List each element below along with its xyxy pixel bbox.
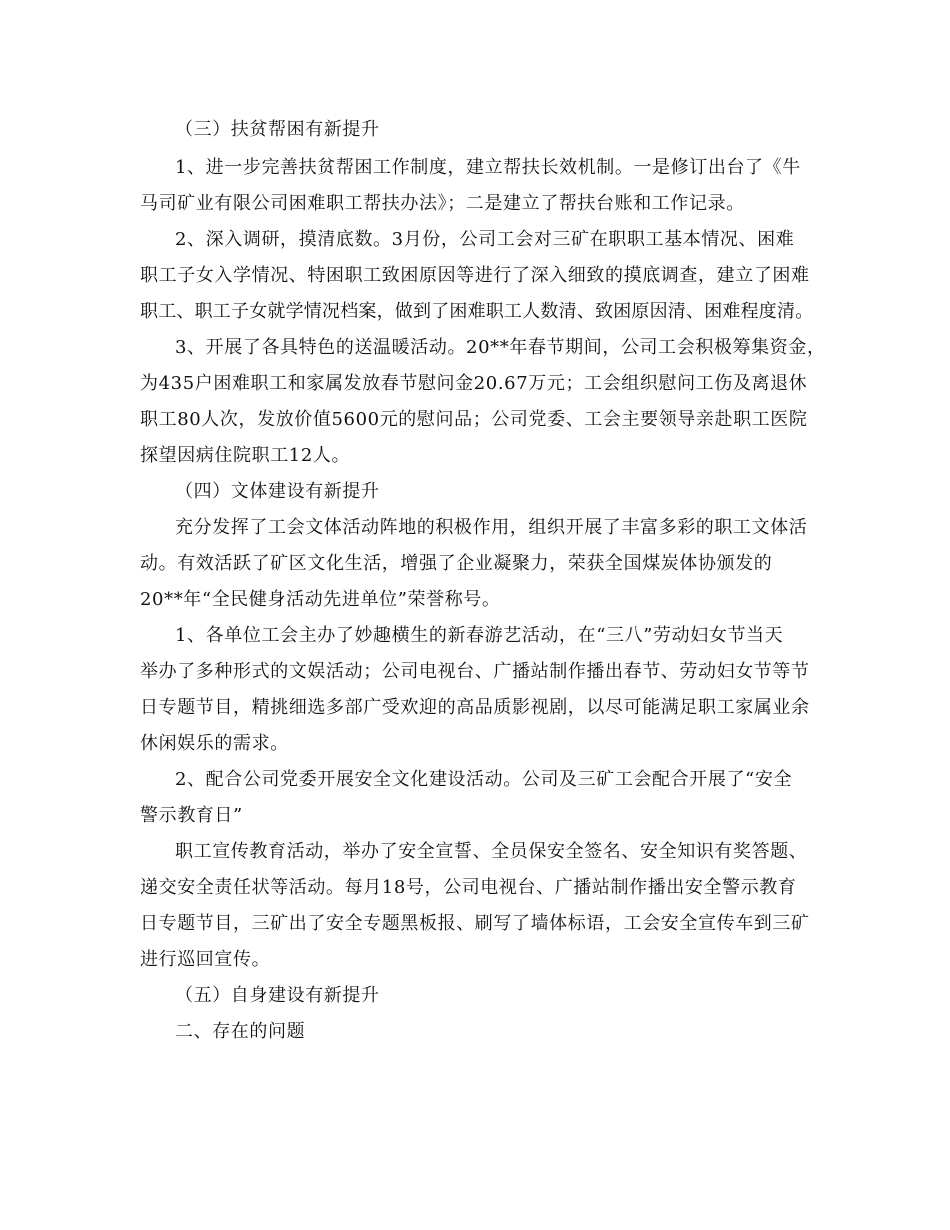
section-heading-poverty-relief: （三）扶贫帮困有新提升: [175, 119, 380, 140]
paragraph-line: 举办了多种形式的文娱活动；公司电视台、广播站制作播出春节、劳动妇女节等节: [140, 661, 810, 682]
paragraph-line: 职工子女入学情况、特困职工致困原因等进行了深入细致的摸底调查，建立了困难: [140, 265, 810, 286]
section-heading-culture-sports: （四）文体建设有新提升: [175, 481, 380, 502]
paragraph-line: 为435户困难职工和家属发放春节慰问金20.67万元；工会组织慰问工伤及离退休: [140, 373, 808, 394]
paragraph-line: 进行巡回宣传。: [140, 949, 271, 970]
paragraph-line: 马司矿业有限公司困难职工帮扶办法》；二是建立了帮扶台账和工作记录。: [140, 193, 745, 214]
paragraph-line: 休闲娱乐的需求。: [140, 733, 289, 754]
paragraph-line: 职工宣传教育活动，举办了安全宣誓、全员保安全签名、安全知识有奖答题、: [175, 841, 808, 862]
paragraph-line: 探望因病住院职工12人。: [140, 445, 351, 466]
paragraph-line: 1、各单位工会主办了妙趣横生的新春游艺活动，在“三八”劳动妇女节当天: [175, 625, 784, 646]
paragraph-line: 3、开展了各具特色的送温暖活动。20**年春节期间，公司工会积极筹集资金，: [175, 337, 826, 358]
paragraph-line: 2、深入调研，摸清底数。3月份，公司工会对三矿在职职工基本情况、困难: [175, 229, 795, 250]
paragraph-line: 警示教育日”: [140, 805, 243, 826]
paragraph-line: 充分发挥了工会文体活动阵地的积极作用，组织开展了丰富多彩的职工文体活: [175, 517, 808, 538]
paragraph-line: 日专题节目，三矿出了安全专题黑板报、刷写了墙体标语，工会安全宣传车到三矿: [140, 913, 810, 934]
section-heading-self-building: （五）自身建设有新提升: [175, 985, 380, 1006]
paragraph-line: 职工80人次，发放价值5600元的慰问品；公司党委、工会主要领导亲赴职工医院: [140, 409, 808, 430]
paragraph-line: 动。有效活跃了矿区文化生活，增强了企业凝聚力，荣获全国煤炭体协颁发的: [140, 553, 773, 574]
paragraph-line: 日专题节目，精挑细选多部广受欢迎的高品质影视剧，以尽可能满足职工家属业余: [140, 697, 810, 718]
paragraph-line: 2、配合公司党委开展安全文化建设活动。公司及三矿工会配合开展了“安全: [175, 769, 793, 790]
paragraph-line: 递交安全责任状等活动。每月18号，公司电视台、广播站制作播出安全警示教育: [140, 877, 797, 898]
paragraph-line: 20**年“全民健身活动先进单位”荣誉称号。: [140, 589, 501, 610]
paragraph-line: 职工、职工子女就学情况档案，做到了困难职工人数清、致困原因清、困难程度清。: [140, 301, 814, 322]
section-heading-existing-problems: 二、存在的问题: [175, 1021, 306, 1042]
paragraph-line: 1、进一步完善扶贫帮困工作制度，建立帮扶长效机制。一是修订出台了《牛: [175, 157, 801, 178]
